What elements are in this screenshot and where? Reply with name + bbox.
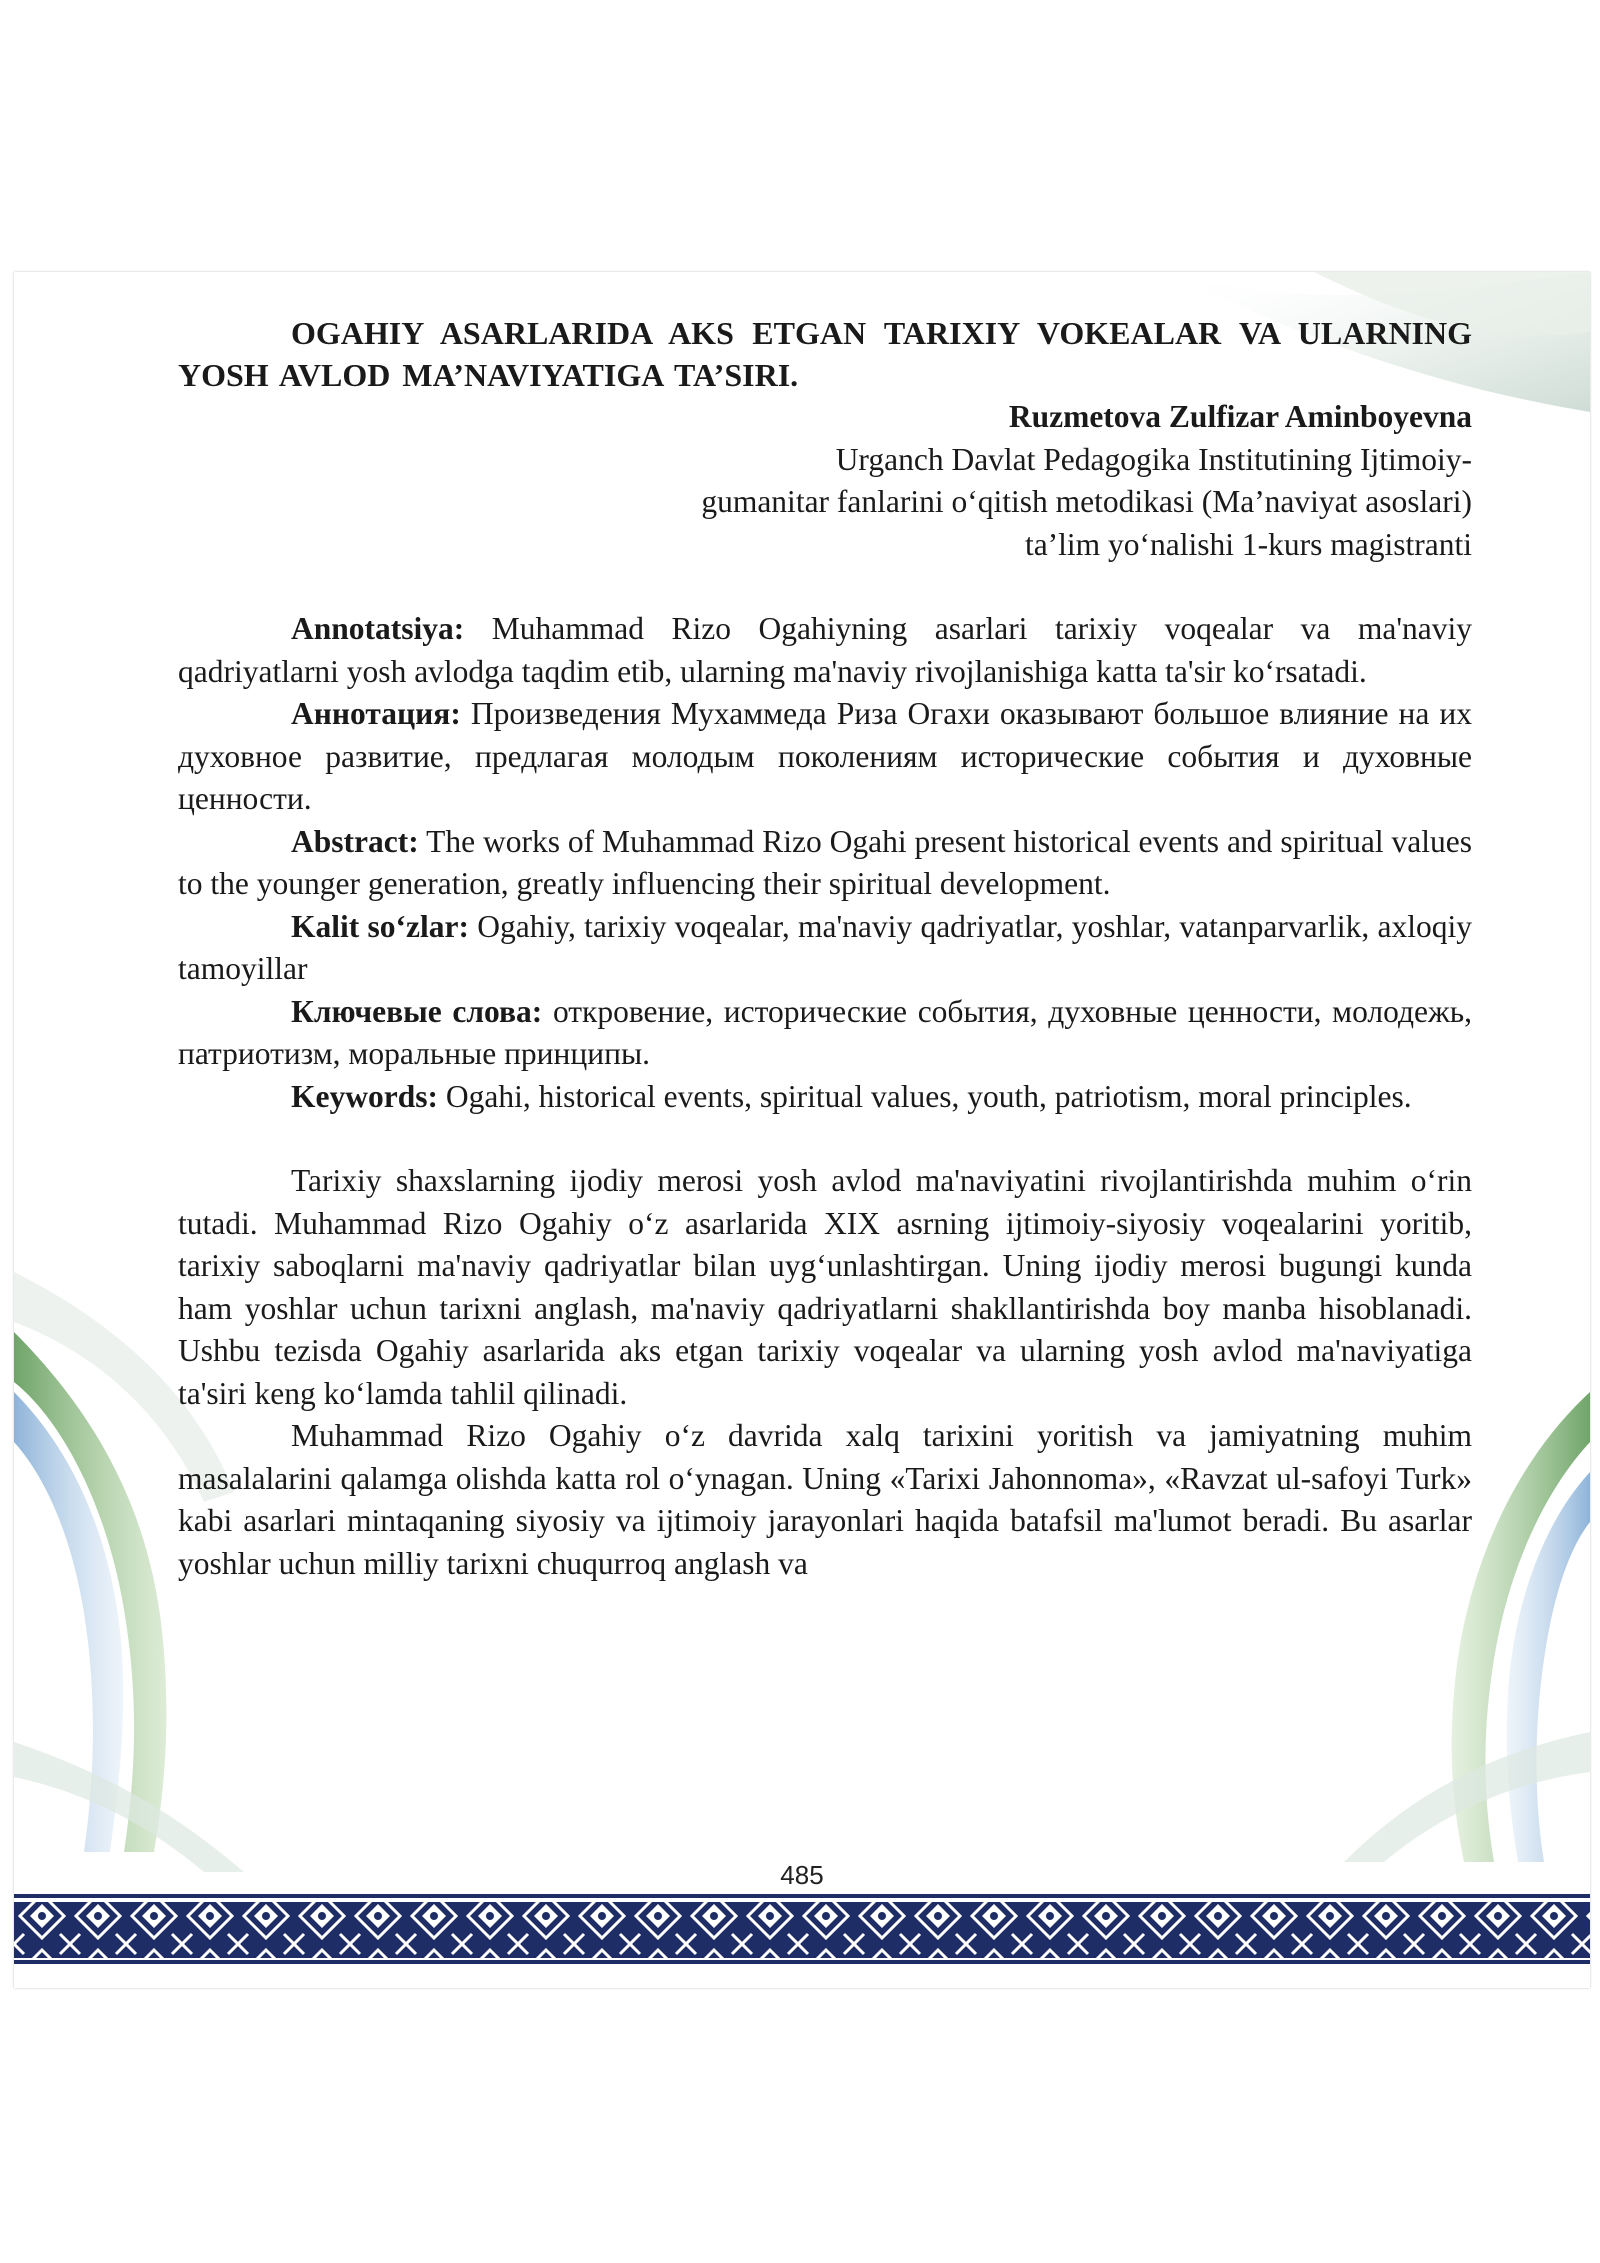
abstract-label: Abstract: bbox=[291, 823, 419, 859]
annotation-label: Annotatsiya: bbox=[291, 611, 465, 646]
keywords-label: Keywords: bbox=[291, 1078, 438, 1114]
annotation-ru bbox=[178, 693, 1472, 821]
affiliation-line: Urganch Davlat Pedagogika Institutining Ijtimoiy- bbox=[835, 441, 1472, 477]
page-sheet bbox=[14, 272, 1590, 1988]
author-name: Ruzmetova Zulfizar Aminboyevna bbox=[1008, 399, 1472, 434]
page-number: 485 bbox=[780, 1860, 824, 1890]
annotation-text: Muhammad Rizo Ogahiyning asarlari tarixiy voqealar va ma'naviy qadriyatlarni yosh avlodga taqdim etib, ularning ma'naviy rivojlanishiga katta ta'sir ko‘rsatadi. bbox=[178, 611, 1472, 689]
keywords-text: Ogahi, historical events, spiritual values, youth, patriotism, moral principles. bbox=[437, 1078, 1412, 1114]
article-content bbox=[178, 312, 1472, 1585]
keywords-ru bbox=[178, 991, 1472, 1076]
affiliation-line: gumanitar fanlarini o‘qitish metodikasi (Ma’naviyat asoslari) bbox=[701, 484, 1472, 519]
keywords-label: Kalit so‘zlar: bbox=[291, 908, 469, 944]
keywords-en bbox=[178, 1076, 1472, 1119]
article-title: OGAHIY ASARLARIDA AKS ETGAN TARIXIY VOKEALAR VA ULARNING YOSH AVLOD MA’NAVIYATIGA TA’SIRI. bbox=[178, 315, 1472, 393]
keywords-text: Ogahiy, tarixiy voqealar, ma'naviy qadriyatlar, yoshlar, vatanparvarlik, axloqiy tamoyillar bbox=[178, 908, 1472, 986]
keywords-uz bbox=[178, 906, 1472, 991]
ornamental-border bbox=[14, 1888, 1590, 1968]
keywords-label: Ключевые слова: bbox=[291, 993, 543, 1029]
annotation-uz bbox=[178, 608, 1472, 693]
affiliation-line: ta’lim yo‘nalishi 1-kurs magistranti bbox=[1024, 526, 1472, 562]
keywords-text: откровение, исторические события, духовные ценности, молодежь, патриотизм, моральные принципы. bbox=[178, 993, 1472, 1071]
abstract-text: The works of Muhammad Rizo Ogahi present historical events and spiritual values to the younger generation, greatly influencing their spiritual development. bbox=[178, 823, 1472, 901]
body-paragraph: Muhammad Rizo Ogahiy o‘z davrida xalq tarixini yoritish va jamiyatning muhim masalalarini qalamga olishda katta rol o‘ynagan. Uning «Tarixi Jahonnoma», «Ravzat ul-safoyi Turk» kabi asarlari mintaqaning siyosiy va ijtimoiy jarayonlari haqida batafsil ma'lumot beradi. Bu asarlar yoshlar uchun milliy tarixni chuqurroq anglash va bbox=[178, 1418, 1472, 1581]
body-paragraph: Tarixiy shaxslarning ijodiy merosi yosh avlod ma'naviyatini rivojlantirishda muhim o‘rin tutadi. Muhammad Rizo Ogahiy o‘z asarlarida XIX asrning ijtimoiy-siyosiy voqealarini yoritib, tarixiy saboqlarni ma'naviy qadriyatlar bilan uyg‘unlashtirgan. Uning ijodiy merosi bugungi kunda ham yoshlar uchun tarixni anglash, ma'naviy qadriyatlarni shakllantirishda boy manba hisoblanadi. Ushbu tezisda Ogahiy asarlarida aks etgan tarixiy voqealar va ularning yosh avlod ma'naviyatiga ta'siri keng ko‘lamda tahlil qilinadi. bbox=[178, 1163, 1472, 1411]
annotation-text: Произведения Мухаммеда Риза Огахи оказывают большое влияние на их духовное развитие, предлагая молодым поколениям исторические события и духовные ценности. bbox=[178, 696, 1472, 816]
author-affiliation bbox=[178, 439, 1472, 567]
annotation-label: Аннотация: bbox=[291, 696, 461, 731]
abstract-en bbox=[178, 821, 1472, 906]
